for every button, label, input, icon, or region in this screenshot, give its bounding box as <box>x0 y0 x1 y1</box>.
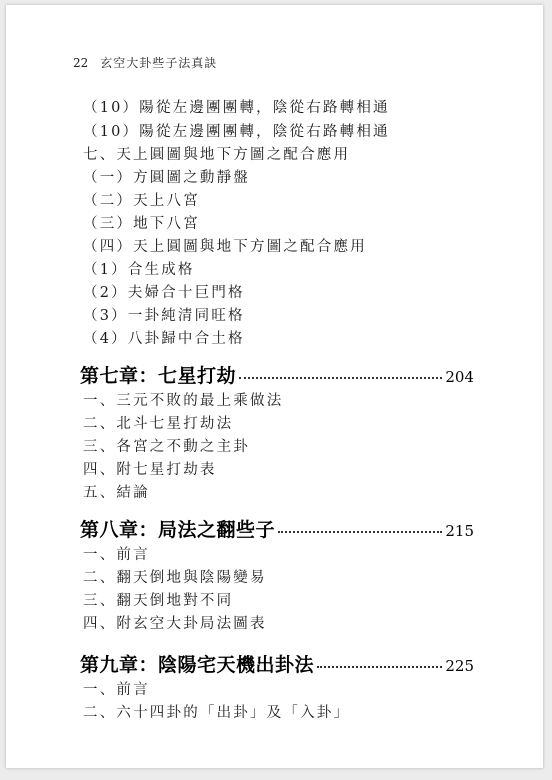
toc-entry: 二、翻天倒地與陰陽變易 <box>83 570 267 586</box>
toc-entry: 三、翻天倒地對不同 <box>83 593 234 609</box>
chapter-heading-9[interactable] <box>80 650 474 677</box>
chapter-title: 第九章：陰陽宅天機出卦法 <box>80 654 315 676</box>
toc-entry: 四、附玄空大卦局法圖表 <box>83 616 267 632</box>
toc-entry: （10）陽從左邊團團轉，陰從右路轉相通 <box>83 100 390 116</box>
chapter-heading-7[interactable] <box>80 361 474 388</box>
toc-entry: 七、天上圓圖與地下方圖之配合應用 <box>83 147 351 163</box>
chapter-page-number: 204 <box>445 368 474 386</box>
toc-entry: 一、三元不敗的最上乘做法 <box>83 393 284 409</box>
chapter-title: 第七章：七星打劫 <box>80 365 237 387</box>
toc-entry: （3）一卦純清同旺格 <box>83 308 245 324</box>
toc-entry: 一、前言 <box>83 682 150 698</box>
toc-entry: （4）八卦歸中合土格 <box>83 331 245 347</box>
toc-entry: （2）夫婦合十巨門格 <box>83 285 245 301</box>
toc-entry: （一）方圓圖之動靜盤 <box>83 170 250 186</box>
toc-entry: （1）合生成格 <box>83 262 195 278</box>
book-title: 玄空大卦些子法真訣 <box>100 56 218 70</box>
toc-entry: 四、附七星打劫表 <box>83 462 217 478</box>
toc-entry: 一、前言 <box>83 547 150 563</box>
toc-entry: （三）地下八宮 <box>83 216 200 232</box>
toc-entry: （10）陽從左邊團團轉，陰從右路轉相通 <box>83 124 390 140</box>
chapter-heading-8[interactable] <box>80 515 474 542</box>
toc-entry: （二）天上八宮 <box>83 193 200 209</box>
toc-entry: 二、北斗七星打劫法 <box>83 416 234 432</box>
chapter-page-number: 215 <box>445 522 474 540</box>
page-header <box>73 54 217 71</box>
toc-entry: 二、六十四卦的「出卦」及「入卦」 <box>83 705 351 721</box>
page-number: 22 <box>73 56 89 70</box>
dot-leader <box>278 531 442 533</box>
chapter-page-number: 225 <box>445 657 474 675</box>
toc-entry: 三、各宮之不動之主卦 <box>83 439 250 455</box>
toc-entry: 五、結論 <box>83 485 150 501</box>
dot-leader <box>239 377 442 379</box>
dot-leader <box>317 666 442 668</box>
chapter-title: 第八章：局法之翻些子 <box>80 519 276 541</box>
toc-entry: （四）天上圓圖與地下方圖之配合應用 <box>83 239 367 255</box>
